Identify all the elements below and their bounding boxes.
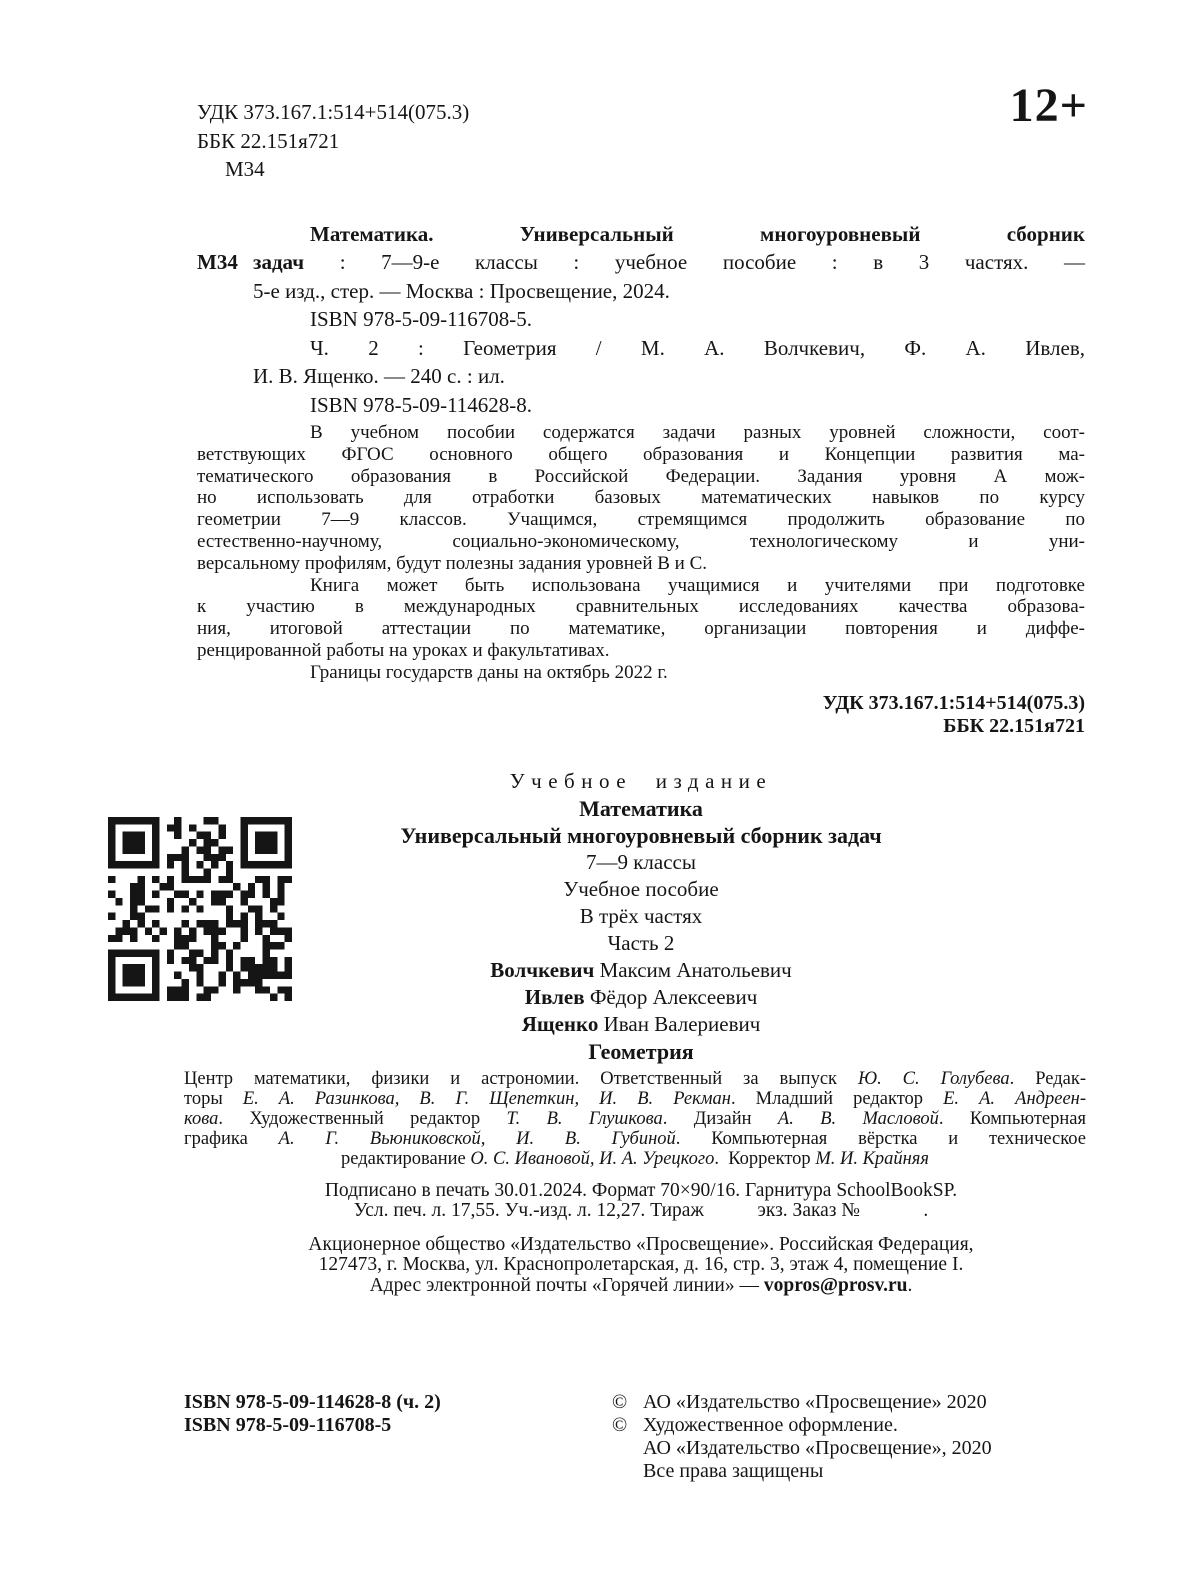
text-line: Границы государств даны на октябрь 2022 г. xyxy=(310,661,668,683)
edition-part: Часть 2 xyxy=(607,930,675,955)
edition-subject: Геометрия xyxy=(588,1038,694,1064)
text-line: графика А. Г. Вьюниковской, И. В. Губиной. Компьютерная вёрстка и техническое xyxy=(184,1128,1086,1149)
text-line: ния, итоговой аттестации по математике, организации повторения и диффе- xyxy=(197,618,1085,640)
udk-right: УДК 373.167.1:514+514(075.3) xyxy=(822,691,1085,714)
edition-parts: В трёх частях xyxy=(579,903,703,928)
text-line: Книга может быть использована учащимися и учителями при подготовке xyxy=(310,574,1085,596)
text-line: М34 xyxy=(225,157,265,181)
qr-code xyxy=(108,817,292,1001)
catalog-card-text xyxy=(253,220,1085,420)
author-yashchenko: Ященко Иван Валериевич xyxy=(521,1011,761,1036)
text-line: естественно-научному, социально-экономическому, технологическому и уни- xyxy=(197,530,1085,552)
text-line: геометрии 7—9 классов. Учащимся, стремящимся продолжить образование по xyxy=(197,509,1085,531)
classification-block xyxy=(197,0,1085,184)
text-line: Все права защищены xyxy=(643,1460,824,1483)
footer xyxy=(0,1391,1200,1483)
annotation-block xyxy=(197,422,1085,684)
text-line: ветствующих ФГОС основного общего образования и Концепции развития ма- xyxy=(197,443,1085,465)
text-line: Математика. Универсальный многоуровневый сборник xyxy=(310,221,1085,246)
author-volchkevich: Волчкевич Максим Анатольевич xyxy=(490,957,792,982)
publisher-line-1: Акционерное общество «Издательство «Просвещение». Российская Федерация, xyxy=(308,1233,974,1255)
edition-title-2: Универсальный многоуровневый сборник задач xyxy=(400,822,882,848)
credits-block xyxy=(184,1069,1086,1169)
publisher-block xyxy=(197,1235,1085,1297)
text-line: торы Е. А. Разинкова, В. Г. Щепеткин, И. В. Рекман. Младший редактор Е. А. Андреен- xyxy=(184,1088,1086,1109)
text-line: редактирование О. С. Ивановой, И. А. Урецкого. Корректор М. И. Крайняя xyxy=(340,1148,929,1169)
text-line: © АО «Издательство «Просвещение» 2020 xyxy=(612,1391,987,1414)
text-line: ISBN 978-5-09-114628-8. xyxy=(310,392,533,417)
edition-type: Учебное пособие xyxy=(563,876,719,901)
print-info-line-2: Усл. печ. л. 17,55. Уч.-изд. л. 12,27. Тираж экз. Заказ № . xyxy=(353,1200,929,1222)
text-line: ББК 22.151я721 xyxy=(197,128,340,153)
print-info-block xyxy=(197,1181,1085,1222)
publisher-email-line: Адрес электронной почты «Горячей линии» — vopros@prosv.ru. xyxy=(369,1274,913,1296)
text-line: но использовать для отработки базовых математических навыков по курсу xyxy=(197,487,1085,509)
text-line: © Художественное оформление. xyxy=(612,1414,898,1437)
footer-isbn-block xyxy=(184,1391,612,1483)
text-line: Ч. 2 : Геометрия / М. А. Волчкевич, Ф. А. Ивлев, xyxy=(310,335,1085,360)
text-line: УДК 373.167.1:514+514(075.3) xyxy=(197,100,470,124)
edition-block xyxy=(197,768,1085,1065)
catalog-m34-label: М34 xyxy=(197,250,238,274)
footer-copyright-block xyxy=(612,1391,992,1483)
bbk-right: ББК 22.151я721 xyxy=(943,714,1085,737)
text-line: АО «Издательство «Просвещение», 2020 xyxy=(643,1437,992,1460)
publisher-line-2: 127473, г. Москва, ул. Краснопролетарская, д. 16, стр. 3, этаж 4, помещение I. xyxy=(318,1254,964,1276)
catalog-card xyxy=(197,220,1085,420)
text-line: задач : 7—9-е классы : учебное пособие : в 3 частях. — xyxy=(253,250,1085,274)
edition-title-1: Математика xyxy=(579,795,703,821)
text-line: Центр математики, физики и астрономии. Ответственный за выпуск Ю. С. Голубева. Редак- xyxy=(184,1068,1086,1089)
text-line: И. В. Ященко. — 240 с. : ил. xyxy=(253,364,505,388)
text-line: 5-е изд., стер. — Москва : Просвещение, 2024. xyxy=(253,278,670,303)
author-ivlev: Ивлев Фёдор Алексеевич xyxy=(524,984,758,1009)
text-line: ренцированной работы на уроках и факультативах. xyxy=(197,639,610,661)
classification-block-right xyxy=(197,692,1085,738)
text-line: ISBN 978-5-09-116708-5 xyxy=(184,1414,392,1437)
text-line: кова. Художественный редактор Т. В. Глушкова. Дизайн А. В. Масловой. Компьютерная xyxy=(184,1108,1087,1129)
text-line: В учебном пособии содержатся задачи разных уровней сложности, соот- xyxy=(310,422,1085,443)
text-line: версальному профилям, будут полезны задания уровней В и С. xyxy=(197,552,708,574)
edition-grades: 7—9 классы xyxy=(585,849,696,874)
edition-kind: Учебное издание xyxy=(509,768,773,793)
print-info-line-1: Подписано в печать 30.01.2024. Формат 70×90/16. Гарнитура SchoolBookSP. xyxy=(324,1179,958,1201)
text-line: к участию в международных сравнительных исследованиях качества образова- xyxy=(197,596,1085,618)
text-line: ISBN 978-5-09-114628-8 (ч. 2) xyxy=(184,1391,441,1414)
text-line: тематического образования в Российской Федерации. Задания уровня А мож- xyxy=(197,465,1085,487)
age-rating-badge: 12+ xyxy=(1009,79,1088,132)
text-line: ISBN 978-5-09-116708-5. xyxy=(310,307,533,331)
